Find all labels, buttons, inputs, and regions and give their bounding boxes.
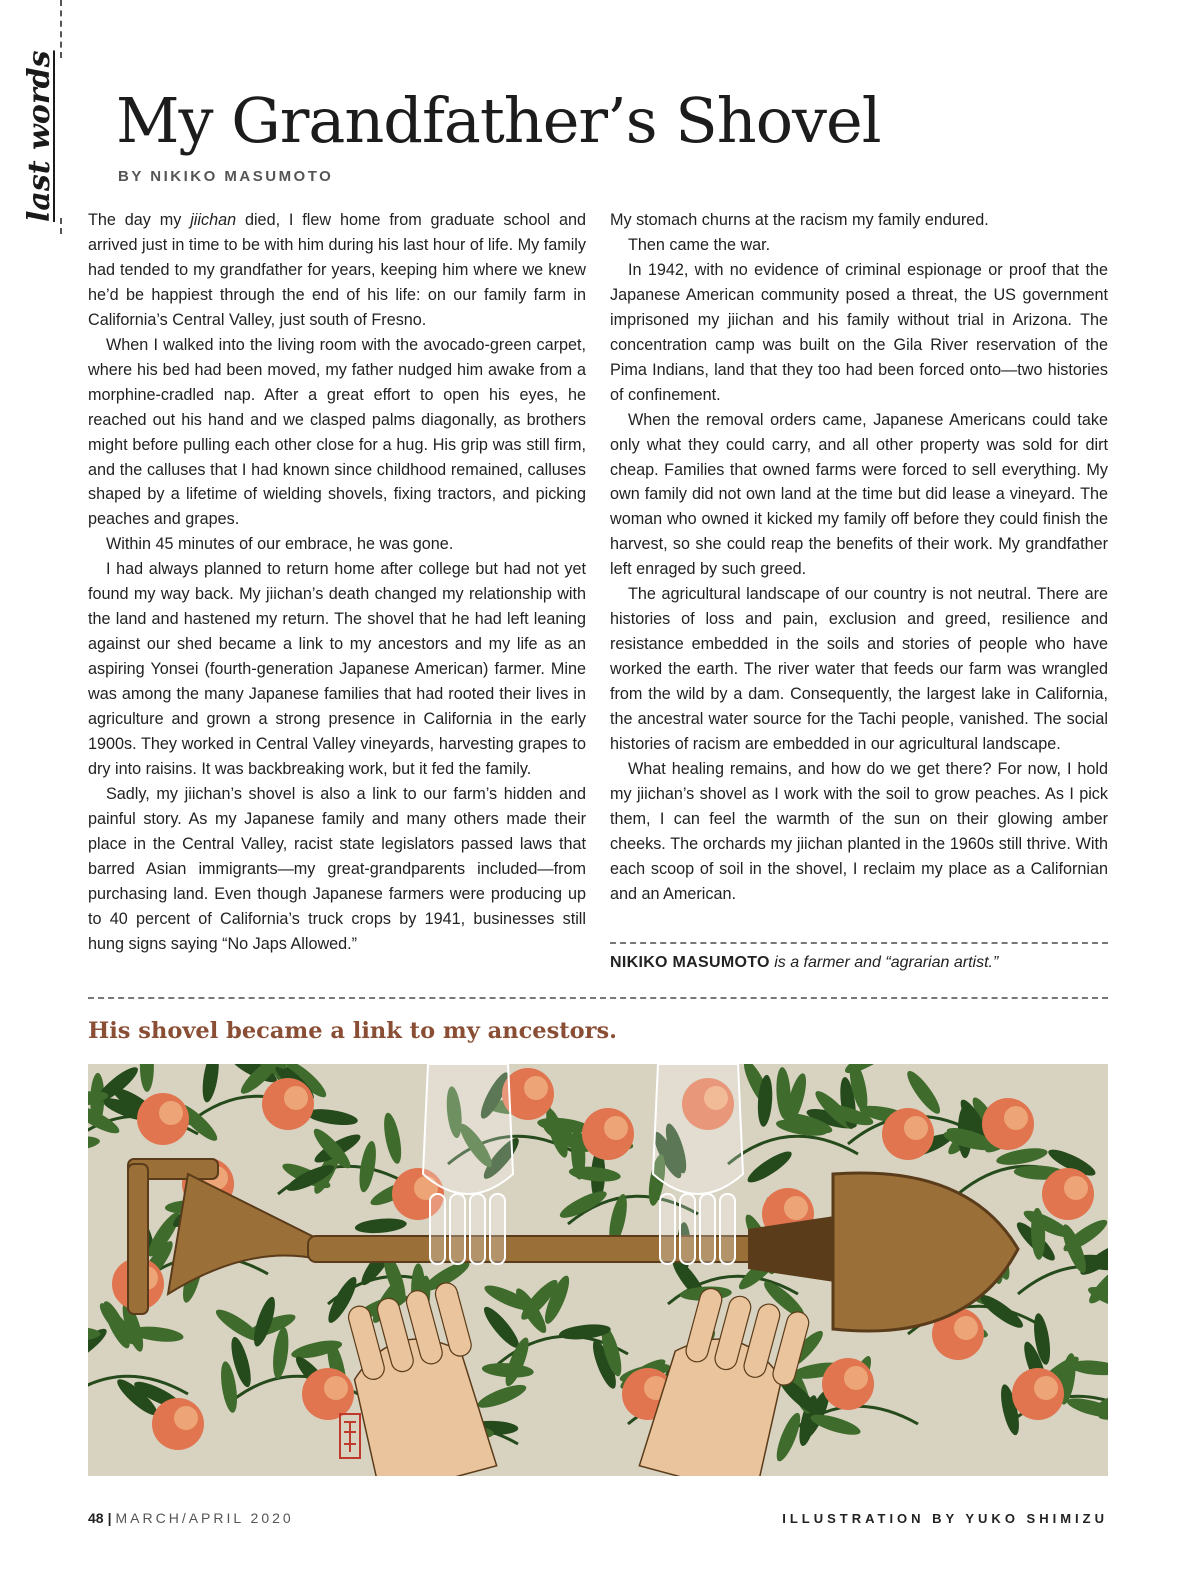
paragraph: When the removal orders came, Japanese Americans could take only what they could carry, and all other property was sold for dirt cheap. Families that owned farms were forced to sell everything. My own family did not own land at the time but did lease a vineyard. The woman who owned it kicked my family off before they could finish the harvest, so she could reap the benefits of their work. My grandfather left enraged by such greed. <box>610 410 1108 579</box>
article-title: My Grandfather’s Shovel <box>116 84 881 157</box>
paragraph: The day my jiichan died, I flew home from graduate school and arrived just in time to be with him during his last hour of life. My family had tended to my grandfather for years, keeping him where we knew he’d be happiest through the end of his life: on our family farm in California’s Central Valley, just south of Fresno. <box>88 211 586 329</box>
illustration-credit: ILLUSTRATION BY YUKO SHIMIZU <box>782 1511 1108 1526</box>
article-column-right <box>610 208 1108 907</box>
ghost-palm <box>653 1064 743 1194</box>
author-note <box>610 954 1108 972</box>
peach-highlight <box>784 1196 808 1220</box>
issue-date: MARCH/APRIL 2020 <box>115 1510 294 1526</box>
peach-highlight <box>284 1086 308 1110</box>
peach-highlight <box>174 1406 198 1430</box>
shovel-grip-side <box>128 1164 148 1314</box>
ghost-finger <box>720 1194 735 1264</box>
ghost-finger <box>430 1194 445 1264</box>
shovel-illustration <box>88 1064 1108 1476</box>
paragraph: I had always planned to return home after college but had not yet found my way back. My jiichan’s death changed my relationship with the land and hastened my return. The shovel that he had left leaning against our shed became a link to my ancestors and my life as an aspiring Yonsei (fourth-generation Japanese American) farmer. Mine was among the many Japanese families that had rooted their lives in agriculture and grown a strong presence in California in the early 1900s. They worked in Central Valley vineyards, harvesting grapes to dry into raisins. It was backbreaking work, but it fed the family. <box>88 560 586 778</box>
peach-highlight <box>904 1116 928 1140</box>
ghost-finger <box>660 1194 675 1264</box>
peach-highlight <box>324 1376 348 1400</box>
footer-separator: | <box>107 1510 112 1526</box>
peach-highlight <box>1064 1176 1088 1200</box>
pull-quote: His shovel became a link to my ancestors. <box>88 1018 618 1044</box>
peach-highlight <box>1004 1106 1028 1130</box>
paragraph: Then came the war. <box>628 235 771 254</box>
ghost-finger <box>700 1194 715 1264</box>
ghost-finger <box>490 1194 505 1264</box>
peach-highlight <box>159 1101 183 1125</box>
paragraph: What healing remains, and how do we get there? For now, I hold my jiichan’s shovel as I work with the soil to grow peaches. As I pick them, I can feel the warmth of the sun on their glowing amber cheeks. The orchards my jiichan planted in the 1960s still thrive. With each scoop of soil in the shovel, I reclaim my place as a Californian and an American. <box>610 759 1108 903</box>
ghost-palm <box>423 1064 513 1194</box>
author-name: NIKIKO MASUMOTO <box>610 954 770 971</box>
paragraph: Sadly, my jiichan’s shovel is also a link to our farm’s hidden and painful story. As my Japanese family and many others made their place in the Central Valley, racist state legislators passed laws that barred Asian immigrants—my great-grandparents included—from purchasing land. Even though Japanese farmers were producing up to 40 percent of California’s truck crops by 1941, businesses still hung signs saying “No Japs Allowed.” <box>88 784 586 953</box>
peach-highlight <box>1034 1376 1058 1400</box>
author-description: is a farmer and “agrarian artist.” <box>769 954 999 971</box>
paragraph: When I walked into the living room with the avocado-green carpet, where his bed had been moved, my father nudged him awake from a morphine-cradled nap. After a great effort to open his eyes, he reached out his hand and we clasped palms diagonally, as brothers might before pulling each other close for a hug. His grip was still firm, and the calluses that I had known since childhood remained, calluses shaped by a lifetime of wielding shovels, fixing tractors, and picking peaches and grapes. <box>88 335 586 529</box>
ghost-finger <box>680 1194 695 1264</box>
section-tab <box>18 0 74 235</box>
paragraph: My stomach churns at the racism my family endured. <box>610 211 989 229</box>
peach-highlight <box>524 1076 548 1100</box>
section-divider <box>88 997 1108 999</box>
paragraph: In 1942, with no evidence of criminal espionage or proof that the Japanese American community posed a threat, the US government imprisoned my jiichan and his family without trial in Arizona. The concentration camp was built on the Gila River reservation of the Pima Indians, land that they too had been forced onto—two histories of confinement. <box>610 260 1108 404</box>
section-tab-top-rule <box>60 0 62 58</box>
page-footer-left <box>88 1510 294 1526</box>
paragraph: The agricultural landscape of our country is not neutral. There are histories of loss and pain, exclusion and greed, resilience and resistance embedded in the soils and stories of people who have worked the earth. The river water that feeds our farm was wrangled from the wild by a dam. Consequently, the largest lake in California, the ancestral water source for the Tachi people, vanished. The social histories of racism are embedded in our agricultural landscape. <box>610 585 1108 754</box>
article-byline: BY NIKIKO MASUMOTO <box>118 168 334 185</box>
peach-highlight <box>954 1316 978 1340</box>
peach-highlight <box>844 1366 868 1390</box>
peach-highlight <box>604 1116 628 1140</box>
italic-term: jiichan <box>190 211 237 229</box>
article-column-left <box>88 208 586 957</box>
page-number: 48 <box>88 1510 104 1526</box>
illustration-svg <box>88 1064 1108 1476</box>
section-tab-bottom-rule <box>60 218 62 234</box>
ghost-finger <box>450 1194 465 1264</box>
paragraph: Within 45 minutes of our embrace, he was gone. <box>106 535 454 554</box>
ghost-finger <box>470 1194 485 1264</box>
section-tab-label: last words <box>22 50 57 222</box>
author-note-divider <box>610 942 1108 944</box>
